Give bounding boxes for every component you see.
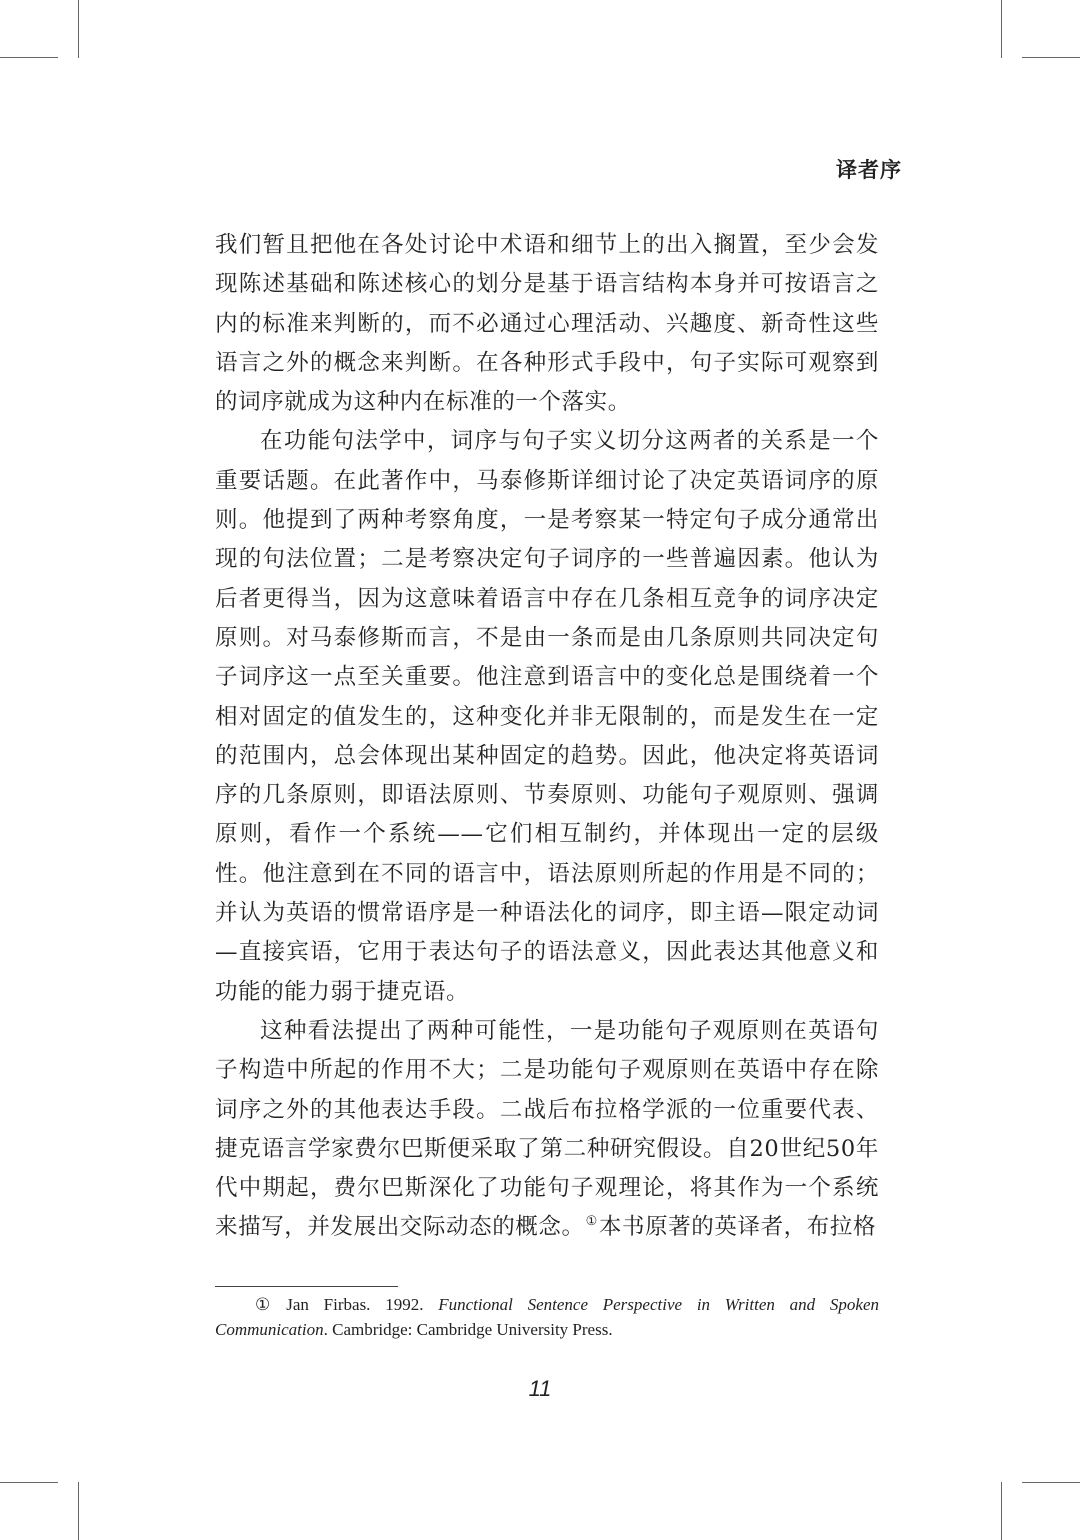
body-text [215, 226, 879, 1251]
crop-mark-top-left-v [78, 0, 79, 58]
footnote-reference-mark[interactable]: ① [585, 1214, 598, 1230]
footnote-publisher: . Cambridge: Cambridge University Press. [323, 1320, 613, 1339]
body-paragraph-3-continuation: 本书原著的英译者，布拉格 [598, 1214, 877, 1241]
crop-mark-bottom-right-h [1022, 1482, 1080, 1483]
crop-mark-top-right-h [1022, 57, 1080, 58]
body-paragraph-1: 我们暂且把他在各处讨论中术语和细节上的出入搁置，至少会发现陈述基础和陈述核心的划分是基于语言结构本身并可按语言之内的标准来判断的，而不必通过心理活动、兴趣度、新奇性这些语言之外的概念来判断。在各种形式手段中，句子实际可观察到的词序就成为这种内在标准的一个落实。 [215, 232, 879, 416]
footnote-number: ① [255, 1295, 271, 1314]
body-paragraph-3 [215, 1012, 879, 1251]
footnote-author-year: Jan Firbas. 1992. [286, 1295, 439, 1314]
footnote-book-title: Functional Sentence Perspective in Written and Spoken Communication [215, 1295, 879, 1339]
crop-mark-bottom-left-v [78, 1482, 79, 1540]
crop-mark-top-right-v [1001, 0, 1002, 58]
crop-mark-bottom-right-v [1001, 1482, 1002, 1540]
footnote-divider [215, 1286, 398, 1287]
footnote [215, 1292, 879, 1342]
running-head-title: 译者序 [836, 158, 902, 182]
crop-mark-top-left-h [0, 57, 58, 58]
crop-mark-bottom-left-h [0, 1482, 58, 1483]
body-paragraph-3-text: 这种看法提出了两种可能性，一是功能句子观原则在英语句子构造中所起的作用不大；二是功能句子观原则在英语中存在除词序之外的其他表达手段。二战后布拉格学派的一位重要代表、捷克语言学家费尔巴斯便采取了第二种研究假设。自20世纪50年代中期起，费尔巴斯深化了功能句子观理论，将其作为一个系统来描写，并发展出交际动态的概念。 [215, 1017, 879, 1241]
body-paragraph-2: 在功能句法学中，词序与句子实义切分这两者的关系是一个重要话题。在此著作中，马泰修斯详细讨论了决定英语词序的原则。他提到了两种考察角度，一是考察某一特定句子成分通常出现的句法位置；二是考察决定句子词序的一些普遍因素。他认为后者更得当，因为这意味着语言中存在几条相互竞争的词序决定原则。对马泰修斯而言，不是由一条而是由几条原则共同决定句子词序这一点至关重要。他注意到语言中的变化总是围绕着一个相对固定的值发生的，这种变化并非无限制的，而是发生在一定的范围内，总会体现出某种固定的趋势。因此，他决定将英语词序的几条原则，即语法原则、节奏原则、功能句子观原则、强调原则，看作一个系统——它们相互制约，并体现出一定的层级性。他注意到在不同的语言中，语法原则所起的作用是不同的；并认为英语的惯常语序是一种语法化的词序，即主语—限定动词—直接宾语，它用于表达句子的语法意义，因此表达其他意义和功能的能力弱于捷克语。 [215, 428, 879, 1005]
page-number: 11 [528, 1376, 552, 1401]
